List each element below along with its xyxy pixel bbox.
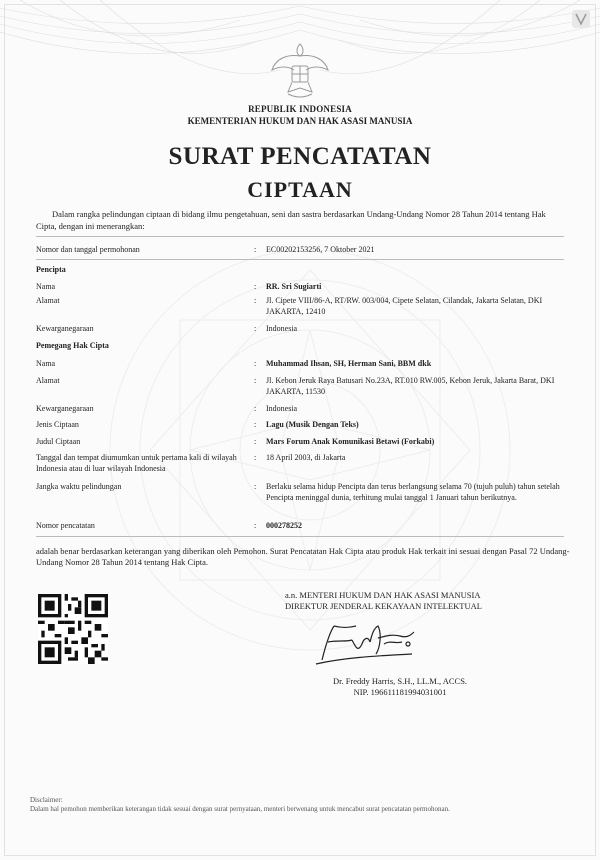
colon: : bbox=[254, 324, 257, 333]
creator-name-label: Nama bbox=[36, 282, 56, 291]
intro-paragraph: Dalam rangka pelindungan ciptaan di bidang ilmu pengetahuan, seni dan sastra berdasarkan Undang-Undang Nomor 28 Tahun 2014 tentang Hak Cipta, dengan ini menerangkan: bbox=[36, 209, 546, 231]
colon: : bbox=[254, 245, 257, 254]
qr-code-icon[interactable] bbox=[38, 594, 108, 664]
work-type-value: Lagu (Musik Dengan Teks) bbox=[266, 420, 359, 429]
application-label: Nomor dan tanggal permohonan bbox=[36, 245, 140, 254]
work-published-value: 18 April 2003, di Jakarta bbox=[266, 453, 346, 462]
holder-nationality-value: Indonesia bbox=[266, 404, 298, 413]
holder-address-value: Jl. Kebon Jeruk Raya Batusari No.23A, RT.010 RW.005, Kebon Jeruk, Jakarta Barat, DKI JAKARTA, 11530 bbox=[266, 376, 555, 396]
creator-nationality-label: Kewarganegaraan bbox=[36, 324, 94, 333]
document-title: SURAT PENCATATAN bbox=[168, 143, 432, 170]
header-ministry: KEMENTERIAN HUKUM DAN HAK ASASI MANUSIA bbox=[187, 116, 413, 126]
creator-address-label: Alamat bbox=[36, 296, 60, 305]
signature-image bbox=[312, 614, 422, 670]
colon: : bbox=[254, 404, 257, 413]
holder-name-label: Nama bbox=[36, 359, 56, 368]
colon: : bbox=[254, 296, 257, 305]
signatory-name: Dr. Freddy Harris, S.H., LL.M., ACCS. bbox=[332, 676, 468, 686]
holder-address-label: Alamat bbox=[36, 376, 60, 385]
closing-paragraph: adalah benar berdasarkan keterangan yang diberikan oleh Pemohon. Surat Pencatatan Hak Cipta atau produk Hak terkait ini sesuai dengan Pasal 72 Undang-Undang Nomor 28 Tahun 2014 tentang Hak Cipta. bbox=[36, 546, 570, 567]
signatory-identity bbox=[300, 676, 500, 698]
colon: : bbox=[254, 420, 257, 429]
disclaimer-text: Dalam hal pemohon memberikan keterangan tidak sesuai dengan surat pernyataan, menteri berwenang untuk mencabut surat pencatatan permohonan. bbox=[30, 805, 450, 813]
signatory-line1: a.n. MENTERI HUKUM DAN HAK ASASI MANUSIA bbox=[285, 590, 481, 600]
signatory-line2: DIREKTUR JENDERAL KEKAYAAN INTELEKTUAL bbox=[285, 601, 482, 611]
divider-line bbox=[36, 259, 564, 260]
application-value: EC00202153256, 7 Oktober 2021 bbox=[266, 245, 375, 254]
signatory-nip: NIP. 196611181994031001 bbox=[353, 687, 447, 697]
work-title-value: Mars Forum Anak Komunikasi Betawi (Forkabi) bbox=[266, 437, 435, 446]
creator-name-value: RR. Sri Sugiarti bbox=[266, 282, 322, 291]
signatory-block bbox=[285, 590, 565, 612]
work-type-label: Jenis Ciptaan bbox=[36, 420, 79, 429]
work-term-value: Berlaku selama hidup Pencipta dan terus berlangsung selama 70 (tujuh puluh) tahun setelah Pencipta meninggal dunia, terhitung mulai tanggal 1 Januari tahun berikutnya. bbox=[266, 482, 560, 502]
garuda-emblem-icon bbox=[268, 40, 332, 102]
work-term-label: Jangka waktu pelindungan bbox=[36, 482, 122, 491]
colon: : bbox=[254, 282, 257, 291]
colon: : bbox=[254, 453, 257, 462]
divider-line bbox=[36, 236, 564, 237]
divider-line bbox=[36, 536, 564, 537]
record-number-label: Nomor pencatatan bbox=[36, 521, 95, 530]
document-subtitle: CIPTAAN bbox=[247, 177, 353, 202]
header-republic: REPUBLIK INDONESIA bbox=[248, 104, 352, 114]
creator-nationality-value: Indonesia bbox=[266, 324, 298, 333]
holder-nationality-label: Kewarganegaraan bbox=[36, 404, 94, 413]
creator-address-value: Jl. Cipete VIII/86-A, RT/RW. 003/004, Cipete Selatan, Cilandak, Jakarta Selatan, DKI JAKARTA, 12410 bbox=[266, 296, 543, 316]
ministry-logo-icon bbox=[570, 8, 592, 30]
colon: : bbox=[254, 482, 257, 491]
work-published-label: Tanggal dan tempat diumumkan untuk pertama kali di wilayah Indonesia atau di luar wilayah Indonesia bbox=[36, 453, 237, 473]
colon: : bbox=[254, 521, 257, 530]
colon: : bbox=[254, 376, 257, 385]
disclaimer-block bbox=[30, 796, 580, 814]
colon: : bbox=[254, 437, 257, 446]
record-number-value: 000278252 bbox=[266, 521, 302, 530]
holder-section-title: Pemegang Hak Cipta bbox=[36, 341, 109, 350]
colon: : bbox=[254, 359, 257, 368]
work-title-label: Judul Ciptaan bbox=[36, 437, 81, 446]
disclaimer-title: Disclaimer: bbox=[30, 796, 63, 804]
creator-section-title: Pencipta bbox=[36, 265, 66, 274]
holder-name-value: Muhammad Ihsan, SH, Herman Sani, BBM dkk bbox=[266, 359, 432, 368]
